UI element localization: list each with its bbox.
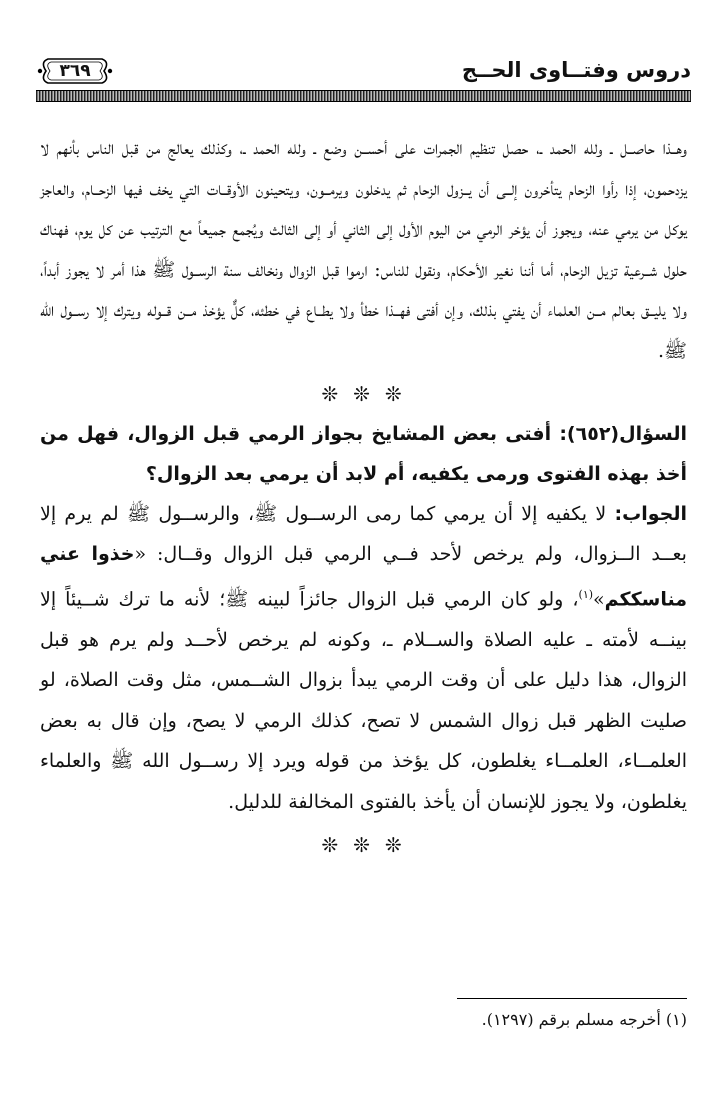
page-number-frame <box>36 54 114 88</box>
section-separator: ❊ ❊ ❊ <box>321 381 406 406</box>
paragraph: وهــذا حاصــل ـ ولله الحمد ـ، حصل تنظيم الجمرات على أحســن وضع ـ ولله الحمد ـ، وكذلك يعالج من قبل الناس بأنهم لا يزدحمون، إذا رأوا الزحام يتأخرون إلــى أن يــزول الزحام ثم يدخلون ويرمــون، ويتحينون الأوقــات التي يخف فيها الزحــام، والعاجز يوكل من يرمي عنه، ويجوز أن يؤخر الرمي من اليوم الأول إلى الثاني أو إلى الثالث ويُجمع جميعاً مع الترتيب عن كل يوم، فهناك حلول شــرعية تزيل الزحام، أما أننا نغير الأحكام، ونقول للناس: ارموا قبل الزوال ونخالف سنة الرســول ﷺ هذا أمر لا يجوز أبداً، ولا يليــق بعالم مــن العلماء أن يفتي بذلك، وإن أفتى فهــذا خطأ ولا يطــاع في خطئه، كلٌّ يؤخذ مــن قــوله ويترك إلا رســول الله ﷺ. <box>40 137 687 362</box>
page-header <box>36 52 691 100</box>
footnote: (١) أخرجه مسلم برقم (١٢٩٧). <box>481 1010 687 1029</box>
hadith-quote: خذوا عني مناسككم <box>40 543 687 611</box>
answer-text-part2: ، ولو كان الرمي قبل الزوال جائزاً لبينه ﷺ؛ لأنه ما ترك شــيئاً إلا بينــه لأمته ـ عليه الصلاة والســلام ـ، وكونه لم يرخص لأحــد ولم يرم هو قبل الزوال، هذا دليل على أن وقت الرمي يبدأ بزوال الشــمس، مثل وقت الصلاة، لو صليت الظهر قبل زوال الشمس لا تصح، كذلك الرمي لا يصح، وإن قال به بعض العلمــاء، العلمــاء يغلطون، كل يؤخذ من قوله ويرد إلا رســول الله ﷺ والعلماء يغلطون، ولا يجوز للإنسان أن يأخذ بالفتوى المخالفة للدليل. <box>40 588 687 814</box>
running-title: دروس وفتــاوى الحــج <box>461 58 691 82</box>
main-text <box>40 128 687 865</box>
question: السؤال(٦٥٢): أفتى بعض المشايخ بجواز الرمي قبل الزوال، فهل من أخذ بهذه الفتوى ورمى يكفيه، أم لابد أن يرمي بعد الزوال؟ <box>40 422 687 485</box>
page-number: ٣٦٩ <box>59 61 91 81</box>
header-rule <box>36 90 691 102</box>
answer-text-part1: لا يكفيه إلا أن يرمي كما رمى الرســول ﷺ، والرســول ﷺ لم يرم إلا بعــد الــزوال، ولم يرخص لأحد فــي الرمي قبل الزوال وقــال: « <box>40 502 687 566</box>
section-separator: ❊ ❊ ❊ <box>321 832 406 857</box>
answer <box>40 494 687 823</box>
quote-close: » <box>593 588 605 611</box>
answer-label: الجواب: <box>614 502 687 525</box>
footnote-marker: (١) <box>578 587 594 601</box>
footnote-rule <box>457 998 687 999</box>
